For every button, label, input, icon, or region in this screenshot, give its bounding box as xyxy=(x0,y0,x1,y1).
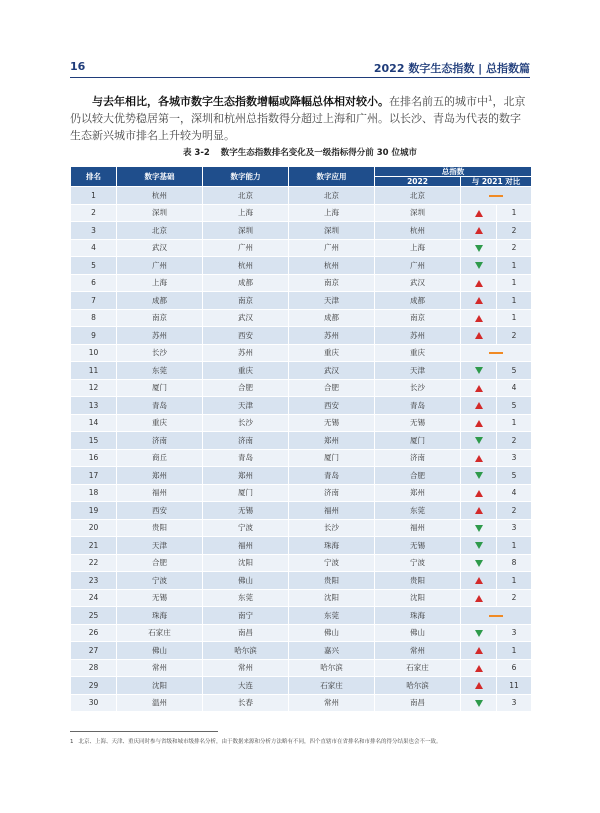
change-cell: 2 xyxy=(497,239,532,257)
foundation-cell: 成都 xyxy=(117,292,203,310)
rank-cell: 12 xyxy=(71,379,117,397)
application-cell: 天津 xyxy=(289,292,375,310)
rank-up-icon xyxy=(475,280,483,287)
trend-cell xyxy=(461,572,497,590)
rank-up-icon xyxy=(475,402,483,409)
rank-cell: 13 xyxy=(71,397,117,415)
rank-cell: 8 xyxy=(71,309,117,327)
application-cell: 石家庄 xyxy=(289,677,375,695)
foundation-cell: 深圳 xyxy=(117,204,203,222)
rank-cell: 16 xyxy=(71,449,117,467)
intro-text-a: 在排名前五的城市中 xyxy=(389,95,488,108)
capability-cell: 沈阳 xyxy=(203,554,289,572)
table-row xyxy=(71,624,532,642)
rank-down-icon xyxy=(475,630,483,637)
capability-cell: 哈尔滨 xyxy=(203,642,289,660)
foundation-cell: 合肥 xyxy=(117,554,203,572)
total-cell: 郑州 xyxy=(375,484,461,502)
total-cell: 贵阳 xyxy=(375,572,461,590)
table-row xyxy=(71,537,532,555)
capability-cell: 武汉 xyxy=(203,309,289,327)
capability-cell: 大连 xyxy=(203,677,289,695)
rank-up-icon xyxy=(475,227,483,234)
foundation-cell: 西安 xyxy=(117,502,203,520)
footnote-reference[interactable]: 1 xyxy=(488,94,493,103)
rank-up-icon xyxy=(475,315,483,322)
trend-cell xyxy=(461,449,497,467)
foundation-cell: 无锡 xyxy=(117,589,203,607)
table-caption-label: 表 3-2 xyxy=(182,148,210,158)
capability-cell: 青岛 xyxy=(203,449,289,467)
rank-down-icon xyxy=(475,262,483,269)
application-cell: 上海 xyxy=(289,204,375,222)
rank-up-icon xyxy=(475,647,483,654)
rank-up-icon xyxy=(475,682,483,689)
application-cell: 宁波 xyxy=(289,554,375,572)
rank-cell: 6 xyxy=(71,274,117,292)
table-row xyxy=(71,204,532,222)
application-cell: 无锡 xyxy=(289,414,375,432)
total-cell: 深圳 xyxy=(375,204,461,222)
foundation-cell: 广州 xyxy=(117,257,203,275)
application-cell: 成都 xyxy=(289,309,375,327)
application-cell: 重庆 xyxy=(289,344,375,362)
table-row xyxy=(71,414,532,432)
rank-down-icon xyxy=(475,437,483,444)
table-row xyxy=(71,379,532,397)
total-cell: 成都 xyxy=(375,292,461,310)
change-cell: 5 xyxy=(497,397,532,415)
foundation-cell: 重庆 xyxy=(117,414,203,432)
table-row xyxy=(71,642,532,660)
table-header-row xyxy=(71,167,532,177)
capability-cell: 福州 xyxy=(203,537,289,555)
rank-up-icon xyxy=(475,490,483,497)
capability-cell: 苏州 xyxy=(203,344,289,362)
application-cell: 西安 xyxy=(289,397,375,415)
application-cell: 杭州 xyxy=(289,257,375,275)
trend-cell xyxy=(461,607,532,625)
change-cell: 5 xyxy=(497,467,532,485)
application-cell: 深圳 xyxy=(289,222,375,240)
trend-cell xyxy=(461,292,497,310)
rank-cell: 17 xyxy=(71,467,117,485)
capability-cell: 西安 xyxy=(203,327,289,345)
header-digital-foundation: 数字基础 xyxy=(117,167,203,187)
application-cell: 济南 xyxy=(289,484,375,502)
capability-cell: 成都 xyxy=(203,274,289,292)
trend-cell xyxy=(461,222,497,240)
trend-cell xyxy=(461,362,497,380)
trend-cell xyxy=(461,397,497,415)
rank-up-icon xyxy=(475,385,483,392)
change-cell: 1 xyxy=(497,537,532,555)
table-row xyxy=(71,607,532,625)
change-cell: 2 xyxy=(497,502,532,520)
trend-cell xyxy=(461,502,497,520)
header-year: 2022 xyxy=(375,177,461,187)
total-cell: 杭州 xyxy=(375,222,461,240)
trend-cell xyxy=(461,589,497,607)
rank-cell: 29 xyxy=(71,677,117,695)
capability-cell: 南昌 xyxy=(203,624,289,642)
change-cell: 3 xyxy=(497,694,532,712)
table-row xyxy=(71,502,532,520)
application-cell: 苏州 xyxy=(289,327,375,345)
total-cell: 长沙 xyxy=(375,379,461,397)
trend-cell xyxy=(461,642,497,660)
total-cell: 珠海 xyxy=(375,607,461,625)
application-cell: 哈尔滨 xyxy=(289,659,375,677)
rank-cell: 9 xyxy=(71,327,117,345)
change-cell: 4 xyxy=(497,379,532,397)
rank-cell: 10 xyxy=(71,344,117,362)
foundation-cell: 沈阳 xyxy=(117,677,203,695)
total-cell: 东莞 xyxy=(375,502,461,520)
trend-cell xyxy=(461,624,497,642)
total-cell: 哈尔滨 xyxy=(375,677,461,695)
rank-cell: 5 xyxy=(71,257,117,275)
rank-down-icon xyxy=(475,245,483,252)
trend-cell xyxy=(461,327,497,345)
header-divider xyxy=(70,77,530,78)
trend-cell xyxy=(461,204,497,222)
application-cell: 珠海 xyxy=(289,537,375,555)
table-row xyxy=(71,397,532,415)
foundation-cell: 杭州 xyxy=(117,187,203,205)
change-cell: 1 xyxy=(497,642,532,660)
rank-down-icon xyxy=(475,560,483,567)
table-row xyxy=(71,484,532,502)
change-cell: 2 xyxy=(497,222,532,240)
foundation-cell: 福州 xyxy=(117,484,203,502)
rank-down-icon xyxy=(475,700,483,707)
trend-cell xyxy=(461,414,497,432)
capability-cell: 合肥 xyxy=(203,379,289,397)
intro-text-b: ，北京仍以较大优势稳居第一，深圳和杭州总指数得分超过上海和广州。以长沙、青岛为代表的数字生态新兴城市排名上升较为明显。 xyxy=(70,95,526,142)
total-cell: 广州 xyxy=(375,257,461,275)
rank-cell: 7 xyxy=(71,292,117,310)
application-cell: 沈阳 xyxy=(289,589,375,607)
capability-cell: 常州 xyxy=(203,659,289,677)
capability-cell: 郑州 xyxy=(203,467,289,485)
rank-cell: 15 xyxy=(71,432,117,450)
total-cell: 济南 xyxy=(375,449,461,467)
rank-cell: 26 xyxy=(71,624,117,642)
change-cell: 2 xyxy=(497,327,532,345)
rank-cell: 23 xyxy=(71,572,117,590)
change-cell: 4 xyxy=(497,484,532,502)
rank-down-icon xyxy=(475,367,483,374)
foundation-cell: 东莞 xyxy=(117,362,203,380)
foundation-cell: 天津 xyxy=(117,537,203,555)
header-digital-capability: 数字能力 xyxy=(203,167,289,187)
foundation-cell: 苏州 xyxy=(117,327,203,345)
table-row xyxy=(71,694,532,712)
application-cell: 北京 xyxy=(289,187,375,205)
capability-cell: 上海 xyxy=(203,204,289,222)
table-row xyxy=(71,677,532,695)
trend-cell xyxy=(461,239,497,257)
table-row xyxy=(71,309,532,327)
capability-cell: 济南 xyxy=(203,432,289,450)
total-cell: 合肥 xyxy=(375,467,461,485)
table-row xyxy=(71,344,532,362)
total-cell: 重庆 xyxy=(375,344,461,362)
change-cell: 1 xyxy=(497,309,532,327)
rank-cell: 20 xyxy=(71,519,117,537)
table-row xyxy=(71,467,532,485)
change-cell: 1 xyxy=(497,274,532,292)
total-cell: 天津 xyxy=(375,362,461,380)
total-cell: 沈阳 xyxy=(375,589,461,607)
capability-cell: 广州 xyxy=(203,239,289,257)
application-cell: 郑州 xyxy=(289,432,375,450)
capability-cell: 东莞 xyxy=(203,589,289,607)
change-cell: 1 xyxy=(497,414,532,432)
rank-cell: 28 xyxy=(71,659,117,677)
rank-cell: 14 xyxy=(71,414,117,432)
rank-unchanged-icon xyxy=(489,352,503,354)
capability-cell: 南京 xyxy=(203,292,289,310)
application-cell: 青岛 xyxy=(289,467,375,485)
rank-up-icon xyxy=(475,455,483,462)
table-row xyxy=(71,292,532,310)
capability-cell: 长沙 xyxy=(203,414,289,432)
table-row xyxy=(71,257,532,275)
change-cell: 11 xyxy=(497,677,532,695)
trend-cell xyxy=(461,274,497,292)
change-cell: 1 xyxy=(497,572,532,590)
table-row xyxy=(71,554,532,572)
trend-cell xyxy=(461,694,497,712)
trend-cell xyxy=(461,537,497,555)
capability-cell: 深圳 xyxy=(203,222,289,240)
total-cell: 厦门 xyxy=(375,432,461,450)
rank-up-icon xyxy=(475,665,483,672)
table-caption xyxy=(0,146,600,158)
total-cell: 宁波 xyxy=(375,554,461,572)
rank-cell: 11 xyxy=(71,362,117,380)
application-cell: 佛山 xyxy=(289,624,375,642)
rank-unchanged-icon xyxy=(489,615,503,617)
trend-cell xyxy=(461,467,497,485)
capability-cell: 北京 xyxy=(203,187,289,205)
application-cell: 南京 xyxy=(289,274,375,292)
trend-cell xyxy=(461,519,497,537)
foundation-cell: 青岛 xyxy=(117,397,203,415)
table-caption-title: 数字生态指数排名变化及一级指标得分前 30 位城市 xyxy=(220,148,418,158)
trend-cell xyxy=(461,187,532,205)
total-cell: 福州 xyxy=(375,519,461,537)
header-total-index: 总指数 xyxy=(375,167,532,177)
total-cell: 苏州 xyxy=(375,327,461,345)
trend-cell xyxy=(461,554,497,572)
change-cell: 1 xyxy=(497,257,532,275)
rank-cell: 19 xyxy=(71,502,117,520)
header-compare: 与 2021 对比 xyxy=(461,177,532,187)
table-row xyxy=(71,327,532,345)
rank-cell: 25 xyxy=(71,607,117,625)
rank-cell: 2 xyxy=(71,204,117,222)
foundation-cell: 北京 xyxy=(117,222,203,240)
trend-cell xyxy=(461,379,497,397)
foundation-cell: 贵阳 xyxy=(117,519,203,537)
capability-cell: 重庆 xyxy=(203,362,289,380)
application-cell: 武汉 xyxy=(289,362,375,380)
total-cell: 武汉 xyxy=(375,274,461,292)
intro-paragraph xyxy=(70,93,530,144)
trend-cell xyxy=(461,257,497,275)
foundation-cell: 常州 xyxy=(117,659,203,677)
footnote-text: 北京、上海、天津、重庆同时参与省级和城市级排名分析，由于数据来源和分析方法略有不同，四个直辖市在省排名和市排名的得分结果也会不一致。 xyxy=(78,739,442,745)
page-number: 16 xyxy=(70,60,86,73)
header-rank: 排名 xyxy=(71,167,117,187)
rank-up-icon xyxy=(475,210,483,217)
application-cell: 合肥 xyxy=(289,379,375,397)
header-digital-application: 数字应用 xyxy=(289,167,375,187)
change-cell: 1 xyxy=(497,204,532,222)
application-cell: 贵阳 xyxy=(289,572,375,590)
trend-cell xyxy=(461,309,497,327)
change-cell: 2 xyxy=(497,432,532,450)
change-cell: 5 xyxy=(497,362,532,380)
foundation-cell: 长沙 xyxy=(117,344,203,362)
rank-up-icon xyxy=(475,595,483,602)
rank-cell: 3 xyxy=(71,222,117,240)
capability-cell: 无锡 xyxy=(203,502,289,520)
ranking-table xyxy=(70,166,532,712)
capability-cell: 厦门 xyxy=(203,484,289,502)
footnote xyxy=(70,737,540,745)
application-cell: 东莞 xyxy=(289,607,375,625)
change-cell: 6 xyxy=(497,659,532,677)
rank-unchanged-icon xyxy=(489,195,503,197)
change-cell: 3 xyxy=(497,519,532,537)
table-row xyxy=(71,362,532,380)
total-cell: 佛山 xyxy=(375,624,461,642)
capability-cell: 长春 xyxy=(203,694,289,712)
foundation-cell: 武汉 xyxy=(117,239,203,257)
foundation-cell: 南京 xyxy=(117,309,203,327)
rank-down-icon xyxy=(475,472,483,479)
foundation-cell: 厦门 xyxy=(117,379,203,397)
application-cell: 嘉兴 xyxy=(289,642,375,660)
change-cell: 1 xyxy=(497,292,532,310)
change-cell: 2 xyxy=(497,589,532,607)
foundation-cell: 上海 xyxy=(117,274,203,292)
foundation-cell: 佛山 xyxy=(117,642,203,660)
rank-up-icon xyxy=(475,297,483,304)
rank-cell: 24 xyxy=(71,589,117,607)
table-row xyxy=(71,589,532,607)
capability-cell: 宁波 xyxy=(203,519,289,537)
change-cell: 3 xyxy=(497,624,532,642)
total-cell: 青岛 xyxy=(375,397,461,415)
capability-cell: 南宁 xyxy=(203,607,289,625)
trend-cell xyxy=(461,344,532,362)
total-cell: 无锡 xyxy=(375,537,461,555)
rank-cell: 27 xyxy=(71,642,117,660)
table-row xyxy=(71,222,532,240)
table-row xyxy=(71,187,532,205)
total-cell: 北京 xyxy=(375,187,461,205)
change-cell: 3 xyxy=(497,449,532,467)
rank-up-icon xyxy=(475,577,483,584)
table-row xyxy=(71,659,532,677)
trend-cell xyxy=(461,432,497,450)
change-cell: 8 xyxy=(497,554,532,572)
application-cell: 长沙 xyxy=(289,519,375,537)
total-cell: 无锡 xyxy=(375,414,461,432)
total-cell: 常州 xyxy=(375,642,461,660)
rank-cell: 22 xyxy=(71,554,117,572)
capability-cell: 杭州 xyxy=(203,257,289,275)
application-cell: 福州 xyxy=(289,502,375,520)
footnote-divider xyxy=(70,731,218,732)
trend-cell xyxy=(461,659,497,677)
capability-cell: 天津 xyxy=(203,397,289,415)
table-row xyxy=(71,519,532,537)
foundation-cell: 商丘 xyxy=(117,449,203,467)
rank-cell: 18 xyxy=(71,484,117,502)
rank-cell: 1 xyxy=(71,187,117,205)
total-cell: 石家庄 xyxy=(375,659,461,677)
table-row xyxy=(71,274,532,292)
trend-cell xyxy=(461,484,497,502)
rank-up-icon xyxy=(475,332,483,339)
footnote-number: 1 xyxy=(70,739,74,745)
foundation-cell: 郑州 xyxy=(117,467,203,485)
application-cell: 广州 xyxy=(289,239,375,257)
foundation-cell: 温州 xyxy=(117,694,203,712)
total-cell: 南昌 xyxy=(375,694,461,712)
foundation-cell: 宁波 xyxy=(117,572,203,590)
total-cell: 南京 xyxy=(375,309,461,327)
application-cell: 常州 xyxy=(289,694,375,712)
table-row xyxy=(71,432,532,450)
rank-down-icon xyxy=(475,525,483,532)
table-row xyxy=(71,239,532,257)
foundation-cell: 石家庄 xyxy=(117,624,203,642)
foundation-cell: 珠海 xyxy=(117,607,203,625)
trend-cell xyxy=(461,677,497,695)
foundation-cell: 济南 xyxy=(117,432,203,450)
table-row xyxy=(71,572,532,590)
application-cell: 厦门 xyxy=(289,449,375,467)
rank-cell: 21 xyxy=(71,537,117,555)
rank-cell: 30 xyxy=(71,694,117,712)
capability-cell: 佛山 xyxy=(203,572,289,590)
rank-up-icon xyxy=(475,420,483,427)
rank-down-icon xyxy=(475,542,483,549)
intro-lead-sentence: 与去年相比，各城市数字生态指数增幅或降幅总体相对较小。 xyxy=(92,95,389,108)
rank-up-icon xyxy=(475,507,483,514)
table-row xyxy=(71,449,532,467)
total-cell: 上海 xyxy=(375,239,461,257)
rank-cell: 4 xyxy=(71,239,117,257)
running-header: 2022 数字生态指数 | 总指数篇 xyxy=(373,62,530,75)
